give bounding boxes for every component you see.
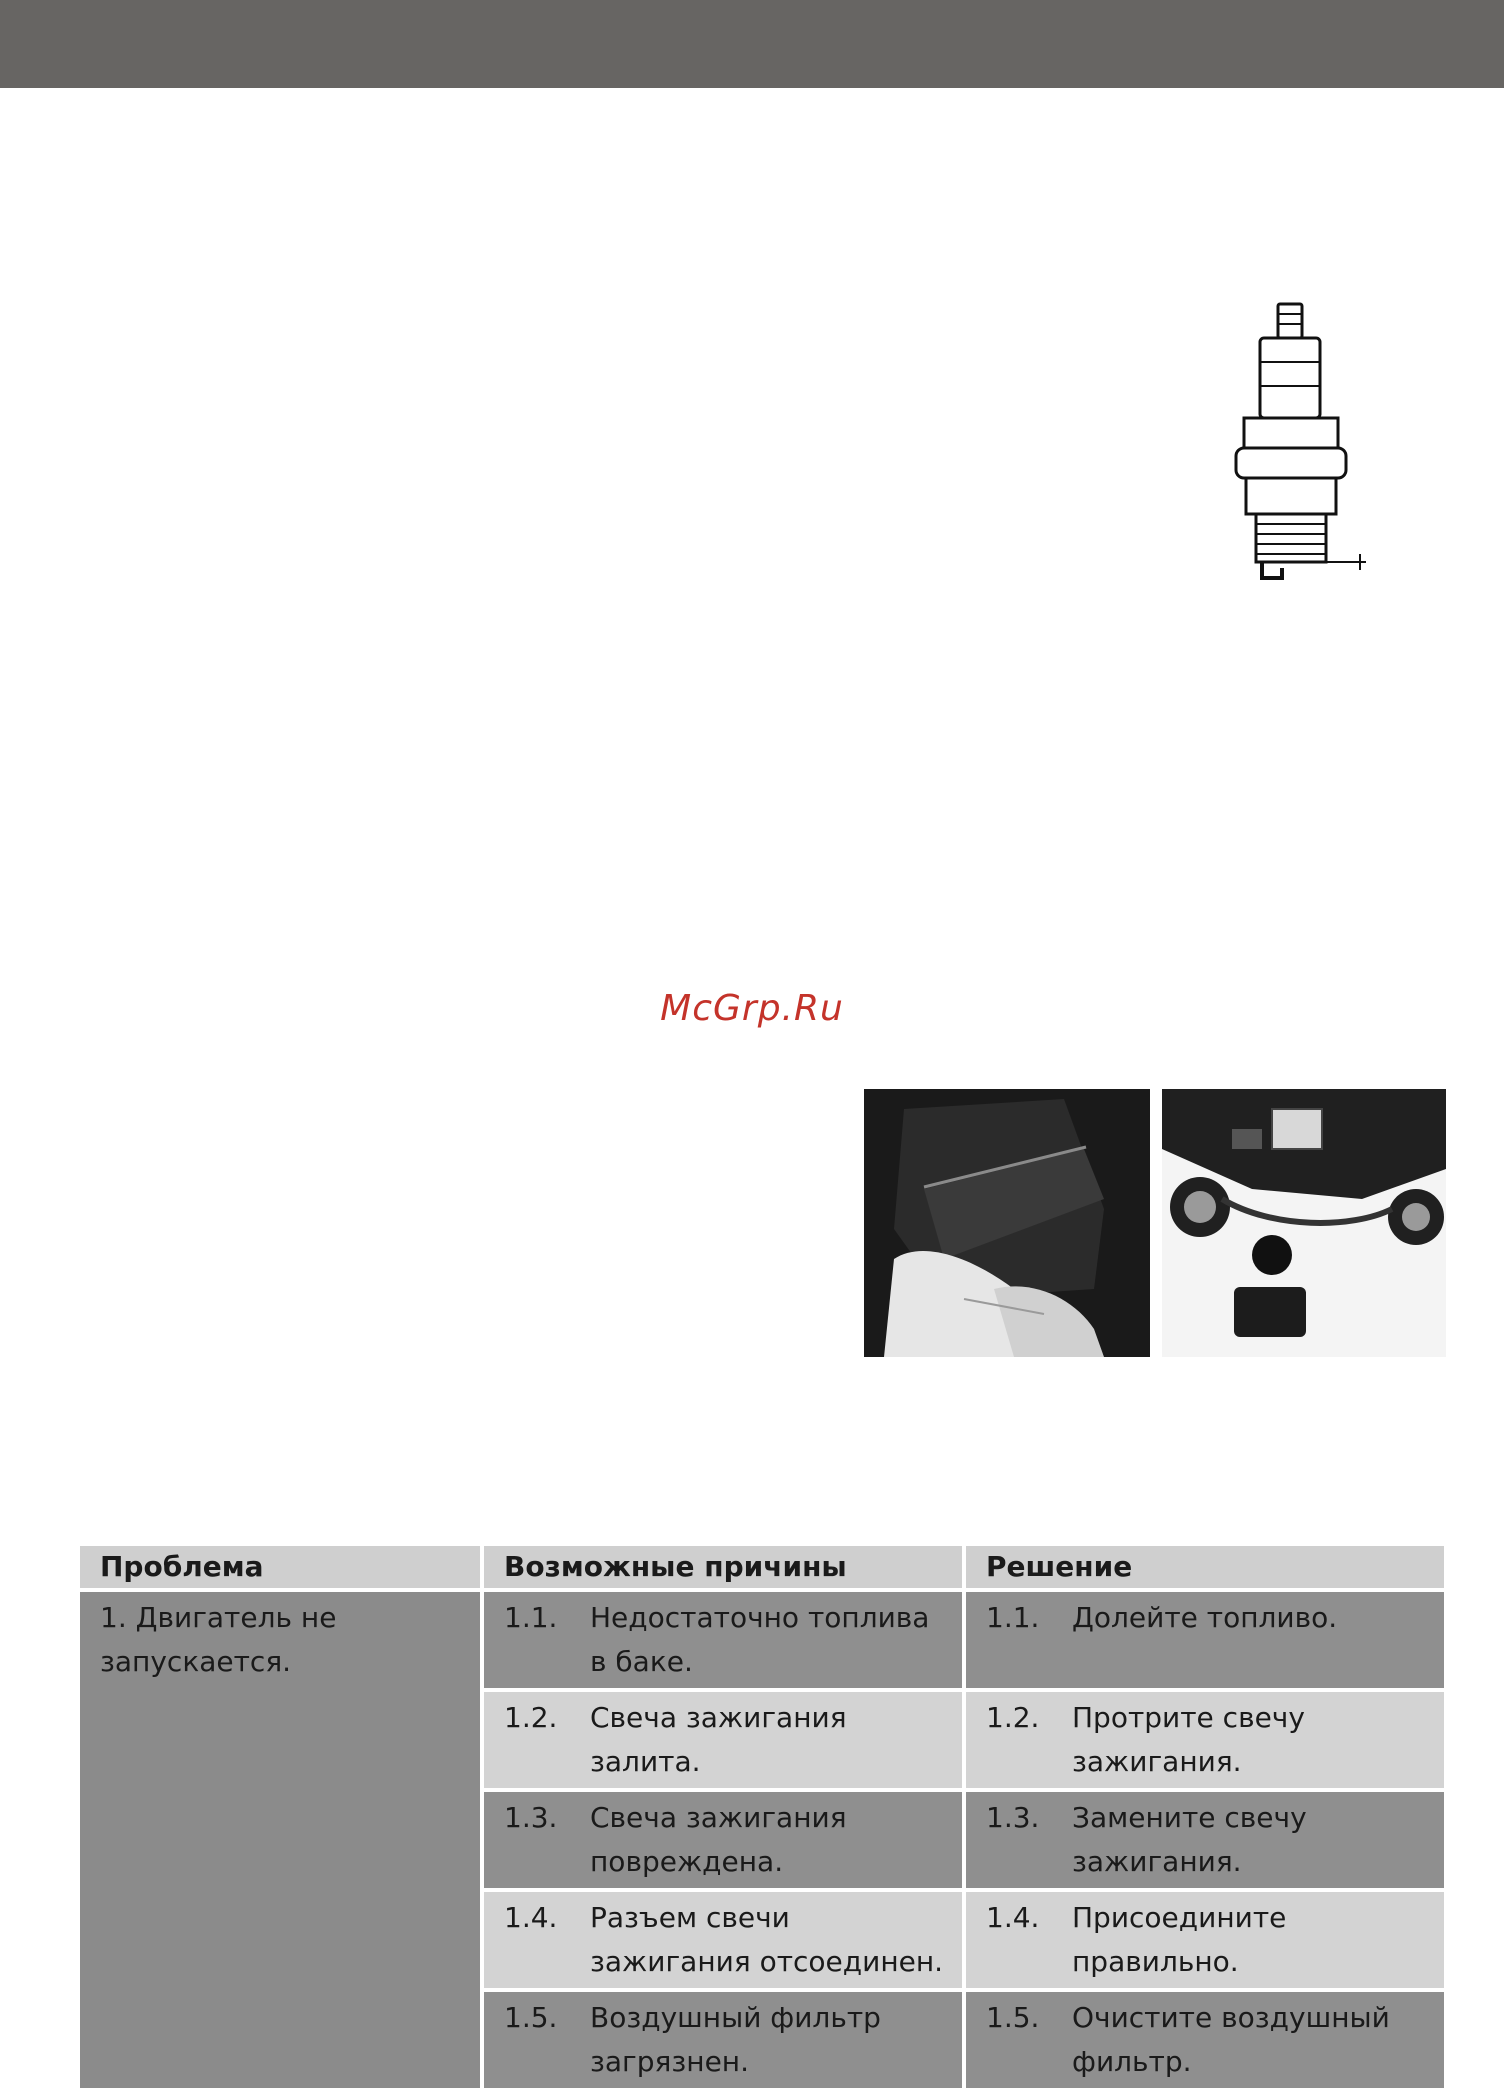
cause-text: Разъем свечи зажигания отсоединен. bbox=[590, 1901, 944, 1978]
spark-plug-electrode bbox=[1262, 562, 1282, 578]
header-solution: Решение bbox=[964, 1546, 1446, 1590]
cause-cell bbox=[482, 1890, 964, 1990]
cause-number: 1.4. bbox=[504, 1901, 558, 1934]
solution-cell bbox=[964, 1690, 1446, 1790]
cause-text: Свеча зажигания повреждена. bbox=[590, 1801, 847, 1878]
cause-number: 1.1. bbox=[504, 1601, 558, 1634]
solution-text: Долейте топливо. bbox=[1072, 1601, 1338, 1634]
cause-cell bbox=[482, 1990, 964, 2090]
solution-text: Очистите воздушный фильтр. bbox=[1072, 2001, 1390, 2078]
mower-air-filter-photo bbox=[1162, 1089, 1446, 1357]
table-header-row bbox=[80, 1546, 1446, 1590]
cause-number: 1.3. bbox=[504, 1801, 558, 1834]
cause-number: 1.2. bbox=[504, 1701, 558, 1734]
cause-text: Недостаточно топлива в баке. bbox=[590, 1601, 930, 1678]
solution-number: 1.3. bbox=[986, 1801, 1040, 1834]
header-bar bbox=[0, 0, 1504, 88]
troubleshooting-table bbox=[80, 1546, 1448, 2092]
solution-text: Присоедините правильно. bbox=[1072, 1901, 1287, 1978]
solution-cell bbox=[964, 1890, 1446, 1990]
spark-plug-terminal bbox=[1278, 304, 1302, 338]
header-problem: Проблема bbox=[80, 1546, 482, 1590]
solution-number: 1.5. bbox=[986, 2001, 1040, 2034]
solution-cell bbox=[964, 1590, 1446, 1690]
solution-cell bbox=[964, 1990, 1446, 2090]
spark-plug-illustration bbox=[1218, 300, 1372, 590]
header-causes: Возможные причины bbox=[482, 1546, 964, 1590]
solution-text: Протрите свечу зажигания. bbox=[1072, 1701, 1305, 1778]
solution-text: Замените свечу зажигания. bbox=[1072, 1801, 1307, 1878]
problem-text: 1. Двигатель не запускается. bbox=[100, 1601, 337, 1678]
cause-cell bbox=[482, 1690, 964, 1790]
cause-number: 1.5. bbox=[504, 2001, 558, 2034]
cause-text: Воздушный фильтр загрязнен. bbox=[590, 2001, 881, 2078]
solution-cell bbox=[964, 1790, 1446, 1890]
spark-plug-hex-nut bbox=[1236, 448, 1346, 478]
spark-plug-body bbox=[1244, 418, 1338, 448]
solution-number: 1.1. bbox=[986, 1601, 1040, 1634]
solution-number: 1.4. bbox=[986, 1901, 1040, 1934]
problem-cell bbox=[80, 1590, 482, 2090]
air-filter-cover-photo bbox=[864, 1089, 1150, 1357]
cause-cell bbox=[482, 1590, 964, 1690]
cause-text: Свеча зажигания залита. bbox=[590, 1701, 847, 1778]
solution-number: 1.2. bbox=[986, 1701, 1040, 1734]
table-row bbox=[80, 1590, 1446, 1690]
spark-plug-shell bbox=[1246, 478, 1336, 514]
watermark-text: McGrp.Ru bbox=[660, 988, 844, 1029]
spark-plug-insulator bbox=[1260, 338, 1320, 418]
cause-cell bbox=[482, 1790, 964, 1890]
